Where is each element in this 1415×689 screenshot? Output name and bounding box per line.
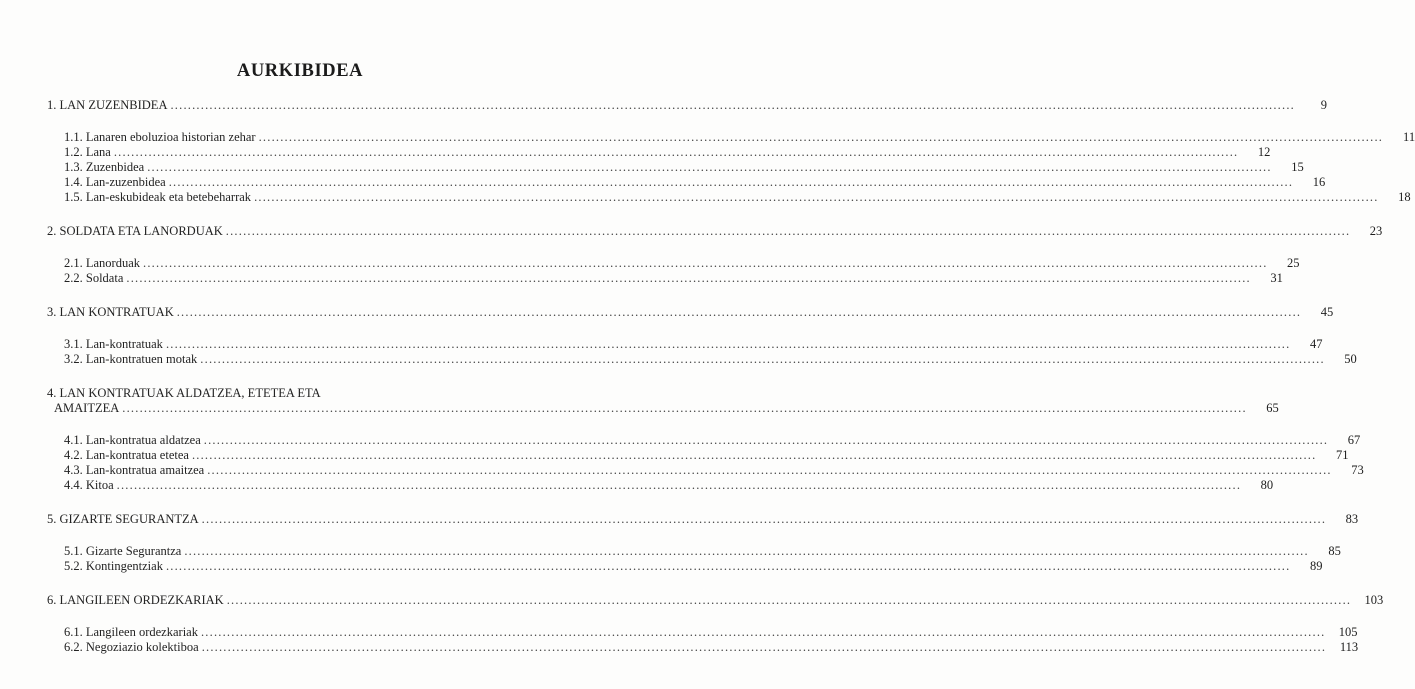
toc-subsection-list	[47, 256, 1300, 286]
page-number: 11	[1403, 130, 1415, 144]
toc-item-row	[47, 352, 1357, 367]
toc-item-row	[47, 175, 1326, 190]
dot-leader: ....................................................................................................................................................................................................................................................................	[147, 160, 1272, 174]
chapter-label-continued: AMAITZEA	[54, 401, 120, 415]
chapter-label: 2. SOLDATA ETA LANORDUAK	[47, 224, 223, 238]
table-of-contents	[0, 82, 1415, 655]
toc-item-row	[47, 130, 1415, 145]
subsection-label: 1.1. Lanaren eboluzioa historian zehar	[64, 130, 256, 144]
chapter-label: 3. LAN KONTRATUAK	[47, 305, 174, 319]
subsection-label: 6.2. Negoziazio kolektiboa	[64, 640, 199, 654]
toc-chapter-row	[47, 224, 1383, 239]
chapter-label: 1. LAN ZUZENBIDEA	[47, 98, 168, 112]
toc-subsection-list	[47, 544, 1341, 574]
toc-section	[47, 305, 1357, 367]
toc-section	[47, 98, 1415, 205]
toc-chapter-row	[47, 386, 548, 401]
chapter-label: 4. LAN KONTRATUAK ALDATZEA, ETETEA ETA	[47, 386, 321, 400]
page-number: 12	[1257, 145, 1271, 159]
subsection-label: 5.2. Kontingentziak	[64, 559, 163, 573]
toc-subsection-list	[47, 625, 1359, 655]
page-number: 45	[1320, 305, 1334, 319]
dot-leader: ....................................................................................................................................................................................................................................................................	[200, 625, 1326, 639]
subsection-label: 4.1. Lan-kontratua aldatzea	[64, 433, 201, 447]
toc-item-row	[47, 559, 1323, 574]
subsection-label: 5.1. Gizarte Segurantza	[64, 544, 182, 558]
page-number: 80	[1260, 478, 1274, 492]
dot-leader: ....................................................................................................................................................................................................................................................................	[122, 401, 1247, 415]
page-title: AURKIBIDEA	[236, 61, 364, 81]
dot-leader: ....................................................................................................................................................................................................................................................................	[170, 98, 1295, 112]
toc-item-row	[47, 640, 1359, 655]
dot-leader: ....................................................................................................................................................................................................................................................................	[254, 190, 1379, 204]
toc-subsection-list	[47, 130, 1415, 205]
dot-leader: ....................................................................................................................................................................................................................................................................	[201, 512, 1327, 526]
toc-chapter-row	[47, 401, 1279, 416]
dot-leader: ....................................................................................................................................................................................................................................................................	[258, 130, 1384, 144]
page-number: 18	[1398, 190, 1411, 204]
dot-leader: ....................................................................................................................................................................................................................................................................	[143, 256, 1268, 270]
toc-item-row	[47, 271, 1283, 286]
toc-section	[47, 512, 1359, 574]
dot-leader: ....................................................................................................................................................................................................................................................................	[203, 433, 1329, 447]
toc-section	[47, 593, 1384, 655]
page-number: 73	[1351, 463, 1364, 477]
dot-leader: ....................................................................................................................................................................................................................................................................	[126, 271, 1251, 285]
toc-subsection-list	[47, 337, 1357, 367]
dot-leader: ....................................................................................................................................................................................................................................................................	[165, 337, 1291, 351]
toc-item-row	[47, 337, 1323, 352]
toc-section	[47, 224, 1383, 286]
page-number: 89	[1309, 559, 1323, 573]
subsection-label: 4.2. Lan-kontratua etetea	[64, 448, 189, 462]
page-number: 103	[1364, 593, 1384, 607]
page-number: 71	[1335, 448, 1349, 462]
dot-leader: ....................................................................................................................................................................................................................................................................	[168, 175, 1294, 189]
toc-section	[47, 386, 1364, 493]
subsection-label: 1.5. Lan-eskubideak eta betebeharrak	[64, 190, 252, 204]
toc-chapter-row	[47, 593, 1384, 608]
page-number: 31	[1270, 271, 1283, 285]
toc-item-row	[47, 448, 1349, 463]
dot-leader: ....................................................................................................................................................................................................................................................................	[207, 463, 1332, 477]
dot-leader: ....................................................................................................................................................................................................................................................................	[225, 224, 1351, 238]
subsection-label: 2.1. Lanorduak	[64, 256, 141, 270]
page-number: 65	[1266, 401, 1279, 415]
subsection-label: 4.3. Lan-kontratua amaitzea	[64, 463, 205, 477]
dot-leader: ....................................................................................................................................................................................................................................................................	[176, 305, 1302, 319]
toc-chapter-row	[47, 512, 1359, 527]
chapter-label: 5. GIZARTE SEGURANTZA	[47, 512, 199, 526]
page-number: 113	[1339, 640, 1359, 654]
subsection-label: 2.2. Soldata	[64, 271, 124, 285]
dot-leader: ....................................................................................................................................................................................................................................................................	[201, 640, 1327, 654]
page-number: 9	[1320, 98, 1327, 112]
page-number: 47	[1309, 337, 1323, 351]
page-number: 83	[1345, 512, 1359, 526]
toc-item-row	[47, 256, 1300, 271]
dot-leader: ....................................................................................................................................................................................................................................................................	[184, 544, 1309, 558]
page-number: 85	[1328, 544, 1341, 558]
page-number: 15	[1291, 160, 1304, 174]
toc-chapter-row	[47, 98, 1327, 113]
chapter-label: 6. LANGILEEN ORDEZKARIAK	[47, 593, 224, 607]
toc-item-row	[47, 190, 1411, 205]
subsection-label: 3.2. Lan-kontratuen motak	[64, 352, 198, 366]
dot-leader: ....................................................................................................................................................................................................................................................................	[165, 559, 1291, 573]
dot-leader: ....................................................................................................................................................................................................................................................................	[200, 352, 1325, 366]
dot-leader: ....................................................................................................................................................................................................................................................................	[226, 593, 1352, 607]
toc-item-row	[47, 463, 1364, 478]
subsection-label: 4.4. Kitoa	[64, 478, 114, 492]
toc-chapter-row	[47, 305, 1334, 320]
subsection-label: 6.1. Langileen ordezkariak	[64, 625, 198, 639]
dot-leader: ....................................................................................................................................................................................................................................................................	[191, 448, 1317, 462]
page-number: 16	[1312, 175, 1326, 189]
toc-item-row	[47, 478, 1274, 493]
page-number: 67	[1347, 433, 1361, 447]
toc-item-row	[47, 433, 1361, 448]
subsection-label: 3.1. Lan-kontratuak	[64, 337, 163, 351]
toc-item-row	[47, 544, 1341, 559]
page-number: 25	[1287, 256, 1300, 270]
subsection-label: 1.4. Lan-zuzenbidea	[64, 175, 166, 189]
toc-item-row	[47, 145, 1271, 160]
page-number: 105	[1338, 625, 1358, 639]
dot-leader: ....................................................................................................................................................................................................................................................................	[113, 145, 1239, 159]
toc-subsection-list	[47, 433, 1364, 493]
subsection-label: 1.3. Zuzenbidea	[64, 160, 145, 174]
toc-item-row	[47, 160, 1304, 175]
page-number: 50	[1344, 352, 1357, 366]
toc-item-row	[47, 625, 1358, 640]
page-number: 23	[1369, 224, 1383, 238]
subsection-label: 1.2. Lana	[64, 145, 111, 159]
dot-leader: ....................................................................................................................................................................................................................................................................	[116, 478, 1242, 492]
